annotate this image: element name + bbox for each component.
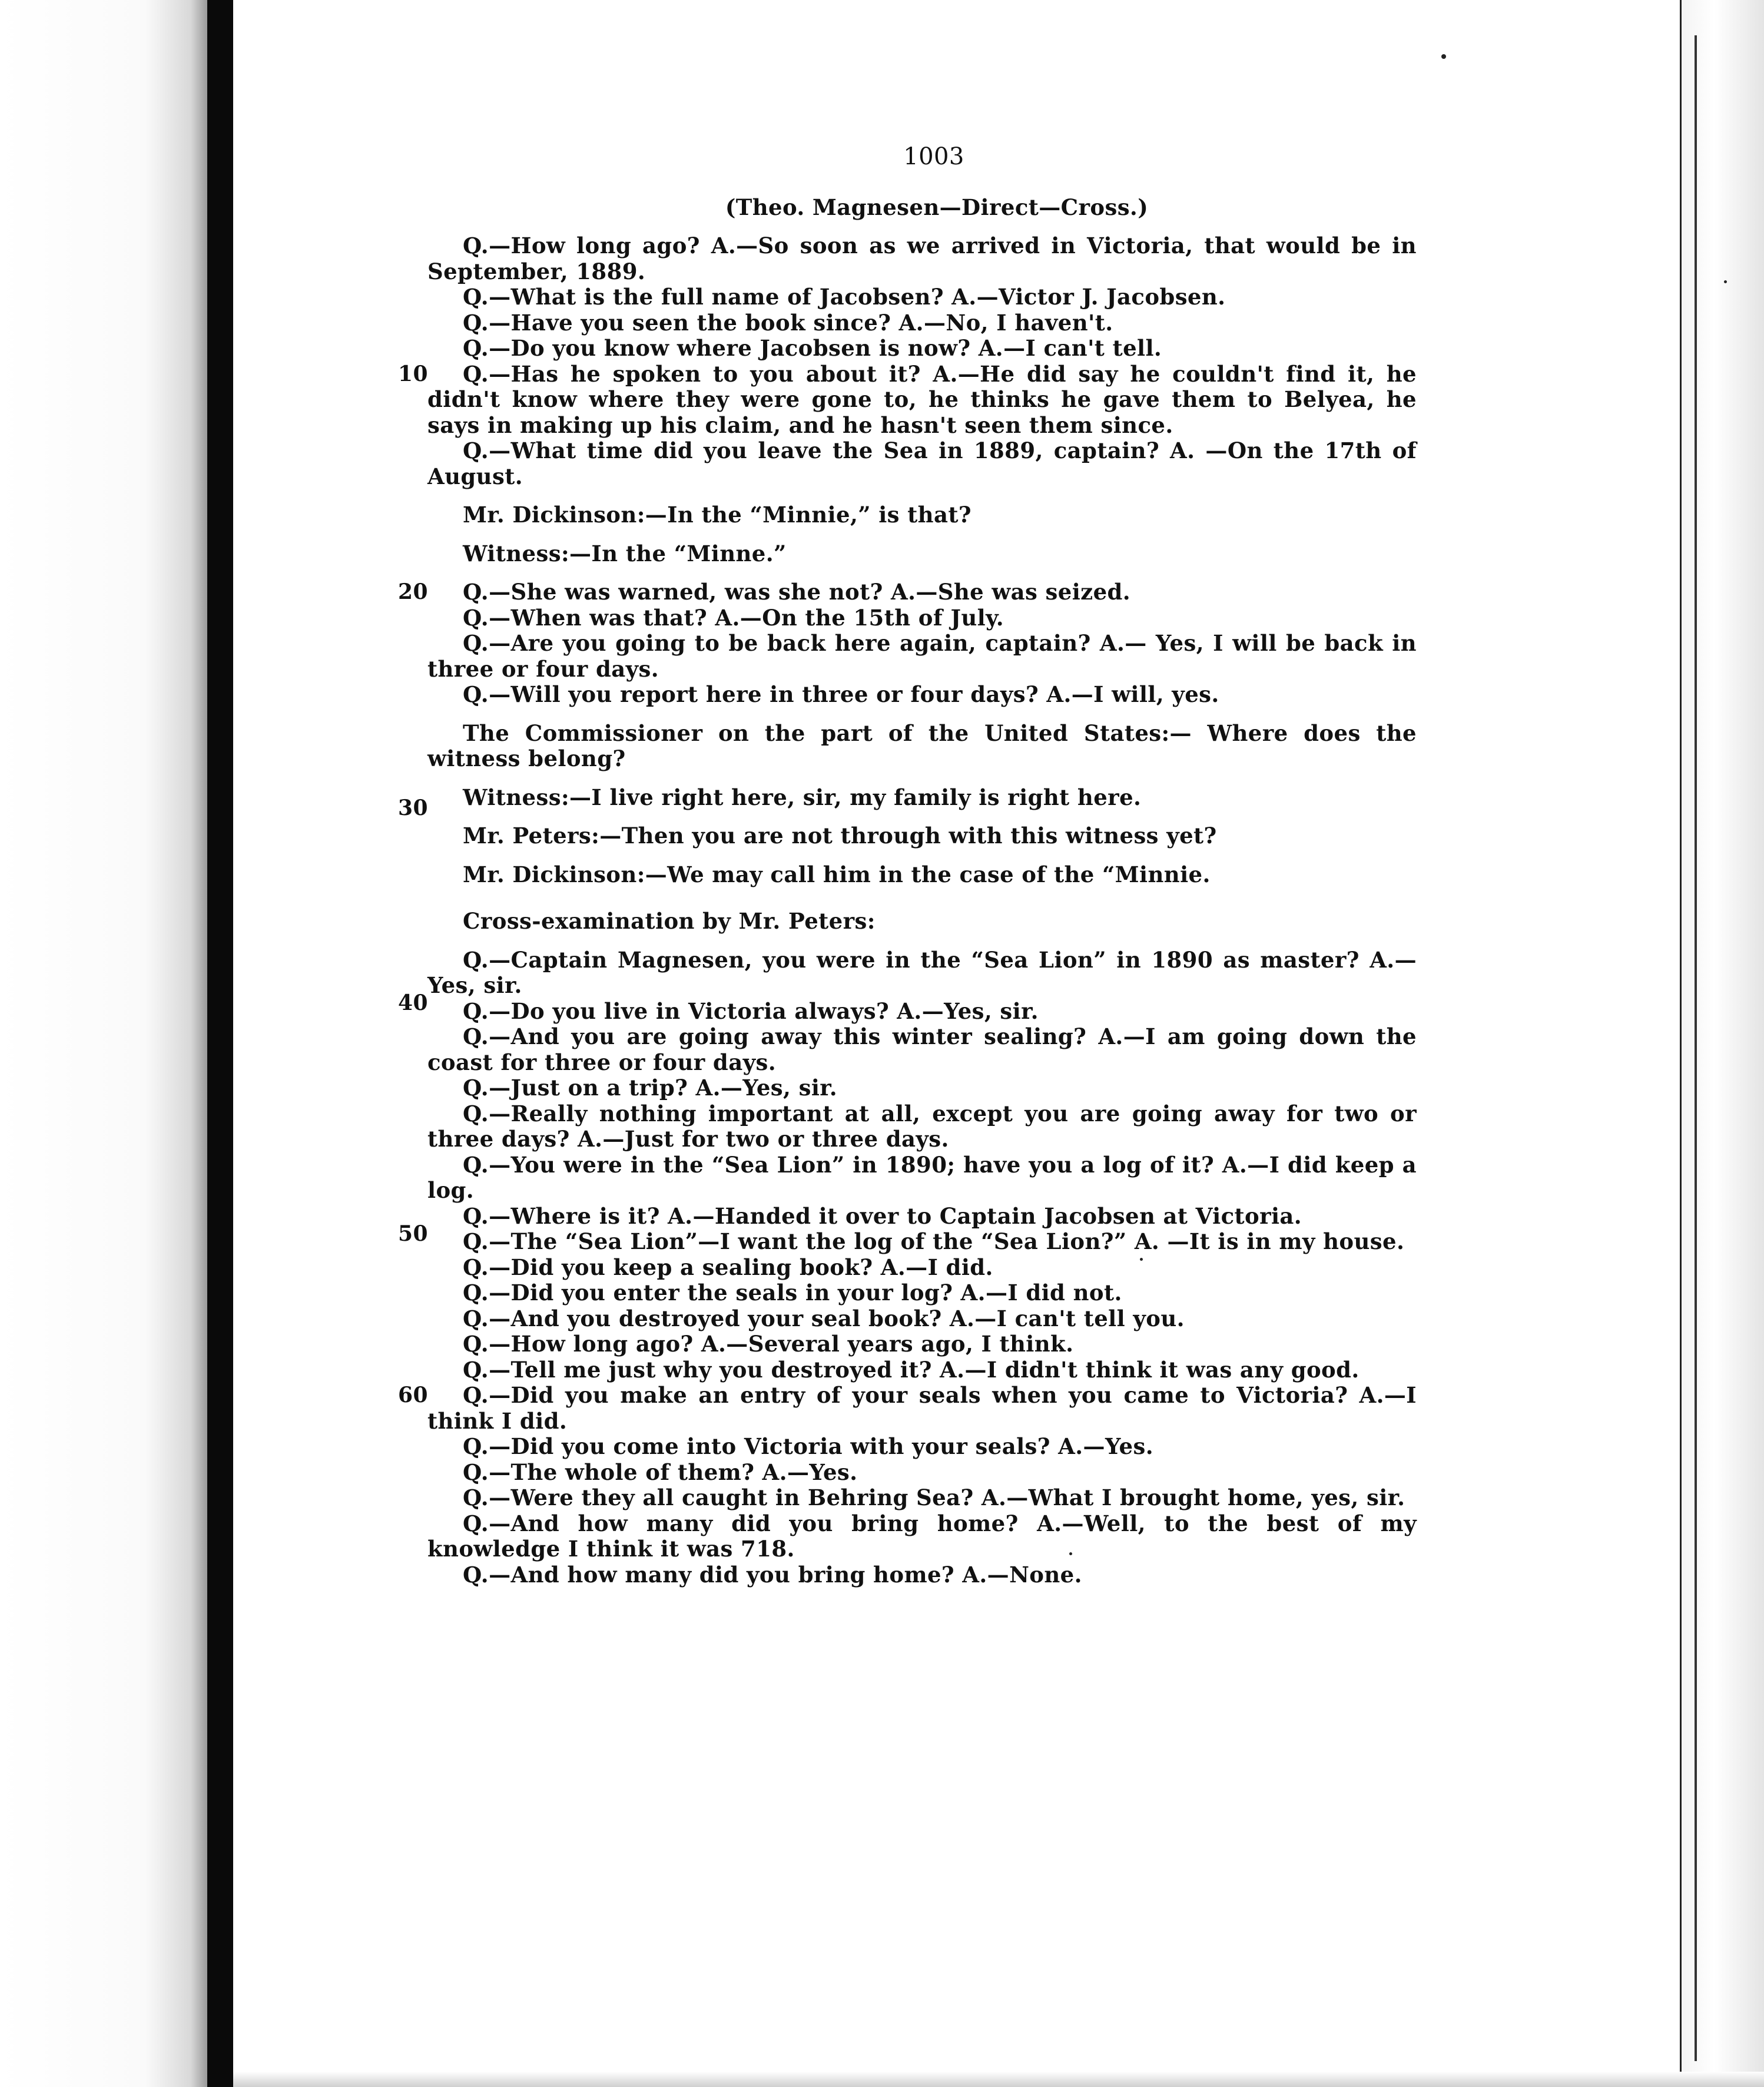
- testimony-line: Q.—Did you enter the seals in your log? A.—I did not.: [463, 1280, 1122, 1306]
- testimony-line: Mr. Dickinson:—In the “Minnie,” is that?: [463, 502, 971, 528]
- testimony-line: Q.—The “Sea Lion”—I want the log of the “Sea Lion?” A. —It is in my house.: [463, 1228, 1405, 1254]
- left-page: [0, 0, 207, 2087]
- testimony-line: Q.—How long ago? A.—Several years ago, I think.: [463, 1331, 1074, 1357]
- line-number: 50: [398, 1221, 428, 1246]
- testimony-line: Q.—Do you know where Jacobsen is now? A.—I can't tell.: [463, 335, 1162, 361]
- testimony-line: Witness:—In the “Minne.”: [463, 540, 787, 567]
- testimony-line: Q.—Did you keep a sealing book? A.—I did.: [463, 1254, 993, 1280]
- testimony-line: Q.—And how many did you bring home? A.—Well, to the best of my knowledge I think it was 718.: [427, 1510, 1417, 1562]
- page-edge: [233, 2072, 1764, 2087]
- document-body: [398, 143, 1417, 1588]
- testimony-line: Q.—You were in the “Sea Lion” in 1890; have you a log of it? A.—I did keep a log.: [427, 1151, 1417, 1203]
- line-number: 40: [398, 990, 428, 1015]
- testimony-line: Q.—Were they all caught in Behring Sea? A.—What I brought home, yes, sir.: [463, 1485, 1405, 1510]
- testimony-line: Q.—Just on a trip? A.—Yes, sir.: [463, 1075, 838, 1101]
- testimony-line: Q.—Captain Magnesen, you were in the “Sea Lion” in 1890 as master? A.—Yes, sir.: [427, 946, 1417, 998]
- testimony-line: Q.—Have you seen the book since? A.—No, I haven't.: [463, 309, 1113, 336]
- book-gutter: [207, 0, 233, 2087]
- line-number: 10: [398, 361, 428, 386]
- testimony-line: The Commissioner on the part of the United States:— Where does the witness belong?: [427, 720, 1417, 771]
- line-number: 30: [398, 795, 428, 820]
- testimony-line: Q.—And you are going away this winter sealing? A.—I am going down the coast for three or four days.: [427, 1023, 1417, 1075]
- testimony-line: Q.—The whole of them? A.—Yes.: [463, 1459, 858, 1485]
- page-header: (Theo. Magnesen—Direct—Cross.): [725, 194, 1149, 220]
- testimony-line: [398, 360, 1417, 439]
- testimony-line: Mr. Dickinson:—We may call him in the case of the “Minnie.: [463, 861, 1211, 887]
- testimony-line: Q.—And you destroyed your seal book? A.—I can't tell you.: [463, 1305, 1185, 1331]
- testimony-line: Q.—And how many did you bring home? A.—None.: [463, 1561, 1082, 1588]
- testimony-line: [398, 784, 1417, 820]
- testimony-line: Q.—Are you going to be back here again, captain? A.— Yes, I will be back in three or four days.: [427, 630, 1417, 682]
- testimony-line: Q.—How long ago? A.—So soon as we arrived in Victoria, that would be in September, 1889.: [427, 233, 1417, 284]
- testimony-line: Q.—What time did you leave the Sea in 1889, captain? A. —On the 17th of August.: [427, 438, 1417, 489]
- line-number: 20: [398, 579, 428, 604]
- testimony-line: Q.—What is the full name of Jacobsen? A.—Victor J. Jacobsen.: [463, 284, 1226, 310]
- testimony-text: Q.—Has he spoken to you about it? A.—He did say he couldn't find it, he didn't know where they were gone to, he thinks he gave them to Belyea, he says in making up his claim, and he hasn't seen them since.: [427, 360, 1417, 438]
- page-number: 1003: [903, 143, 964, 170]
- testimony-line: Q.—Tell me just why you destroyed it? A.—I didn't think it was any good.: [463, 1356, 1360, 1383]
- page-curl: [1680, 0, 1764, 2087]
- testimony-text: Q.—She was warned, was she not? A.—She was seized.: [463, 579, 1131, 605]
- testimony-line: [398, 1382, 1417, 1434]
- testimony-line: Q.—Did you come into Victoria with your seals? A.—Yes.: [463, 1433, 1153, 1459]
- testimony-text: Witness:—I live right here, sir, my family is right here.: [463, 784, 1142, 810]
- testimony-line: Mr. Peters:—Then you are not through with this witness yet?: [463, 823, 1217, 849]
- right-page: [233, 0, 1764, 2087]
- section-heading: Cross-examination by Mr. Peters:: [463, 908, 876, 934]
- testimony-line: Q.—When was that? A.—On the 15th of July.: [463, 604, 1004, 631]
- testimony-line: Q.—Will you report here in three or four days? A.—I will, yes.: [463, 681, 1219, 707]
- testimony-line: [398, 990, 1417, 1025]
- testimony-text: Q.—Where is it? A.—Handed it over to Captain Jacobsen at Victoria.: [463, 1202, 1302, 1229]
- line-number: 60: [398, 1383, 428, 1407]
- testimony-text: Q.—Did you make an entry of your seals when you came to Victoria? A.—I think I did.: [427, 1382, 1417, 1434]
- testimony-line: [398, 579, 1417, 605]
- testimony-text: Q.—Do you live in Victoria always? A.—Yes, sir.: [463, 998, 1039, 1024]
- speck: [1441, 54, 1446, 59]
- speck: [1724, 280, 1727, 283]
- testimony-line: Q.—Really nothing important at all, except you are going away for two or three days? A.—Just for two or three days.: [427, 1100, 1417, 1152]
